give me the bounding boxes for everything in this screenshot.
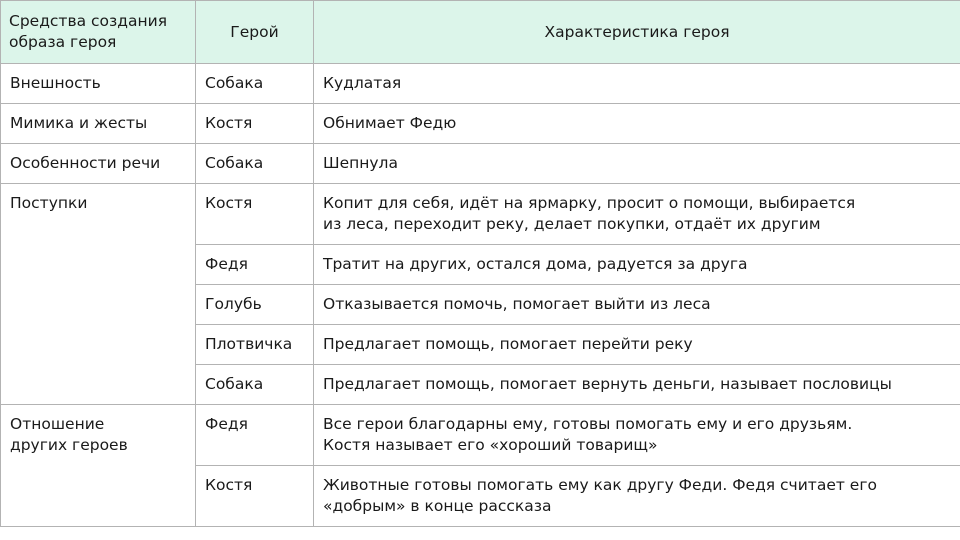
characteristic-cell: [314, 285, 960, 325]
hero-cell: Костя: [196, 104, 314, 144]
header-characteristic: Характеристика героя: [314, 1, 960, 64]
hero-cell: Голубь: [196, 285, 314, 325]
characteristic-line: Кудлатая: [323, 74, 402, 92]
characteristic-line: Животные готовы помогать ему как другу Феди. Федя считает его: [323, 476, 877, 494]
characteristic-cell: [314, 144, 960, 184]
category-text: других героев: [10, 436, 128, 454]
hero-cell: Федя: [196, 405, 314, 466]
hero-cell: Собака: [196, 144, 314, 184]
category-text: Поступки: [10, 194, 88, 212]
characteristic-cell: [314, 104, 960, 144]
characteristic-cell: [314, 325, 960, 365]
table-row: [1, 104, 960, 144]
characteristic-line: Предлагает помощь, помогает вернуть деньги, называет пословицы: [323, 375, 892, 393]
table-row: [1, 144, 960, 184]
table-row: [1, 184, 960, 245]
hero-cell: Костя: [196, 466, 314, 527]
hero-cell: Плотвичка: [196, 325, 314, 365]
category-text: Особенности речи: [10, 154, 161, 172]
hero-cell: Федя: [196, 245, 314, 285]
category-cell: [1, 144, 196, 184]
characteristic-line: Тратит на других, остался дома, радуется за друга: [323, 255, 748, 273]
header-hero: Герой: [196, 1, 314, 64]
characteristic-line: Обнимает Федю: [323, 114, 457, 132]
table-row: [1, 64, 960, 104]
characteristic-cell: [314, 405, 960, 466]
characteristic-line: Предлагает помощь, помогает перейти реку: [323, 335, 693, 353]
header-means-line: Средства создания: [9, 12, 168, 30]
characteristic-cell: [314, 365, 960, 405]
category-text: Внешность: [10, 74, 101, 92]
hero-cell: Собака: [196, 365, 314, 405]
characteristic-line: Шепнула: [323, 154, 398, 172]
category-cell: [1, 64, 196, 104]
characteristic-line: Копит для себя, идёт на ярмарку, просит о помощи, выбирается: [323, 194, 856, 212]
characteristic-cell: [314, 245, 960, 285]
characteristic-line: из леса, переходит реку, делает покупки, отдаёт их другим: [323, 215, 821, 233]
characteristic-cell: [314, 64, 960, 104]
category-cell: [1, 184, 196, 405]
header-means-line: образа героя: [9, 33, 117, 51]
characteristic-cell: [314, 466, 960, 527]
characteristic-line: Костя называет его «хороший товарищ»: [323, 436, 658, 454]
category-text: Отношение: [10, 415, 105, 433]
characteristic-cell: [314, 184, 960, 245]
header-row: [1, 1, 960, 64]
table-row: [1, 405, 960, 466]
characteristic-line: Все герои благодарны ему, готовы помогать ему и его друзьям.: [323, 415, 853, 433]
header-means: [1, 1, 196, 64]
category-text: Мимика и жесты: [10, 114, 148, 132]
hero-cell: Собака: [196, 64, 314, 104]
characteristic-line: «добрым» в конце рассказа: [323, 497, 552, 515]
hero-cell: Костя: [196, 184, 314, 245]
category-cell: [1, 104, 196, 144]
characteristic-line: Отказывается помочь, помогает выйти из леса: [323, 295, 711, 313]
category-cell: [1, 405, 196, 527]
